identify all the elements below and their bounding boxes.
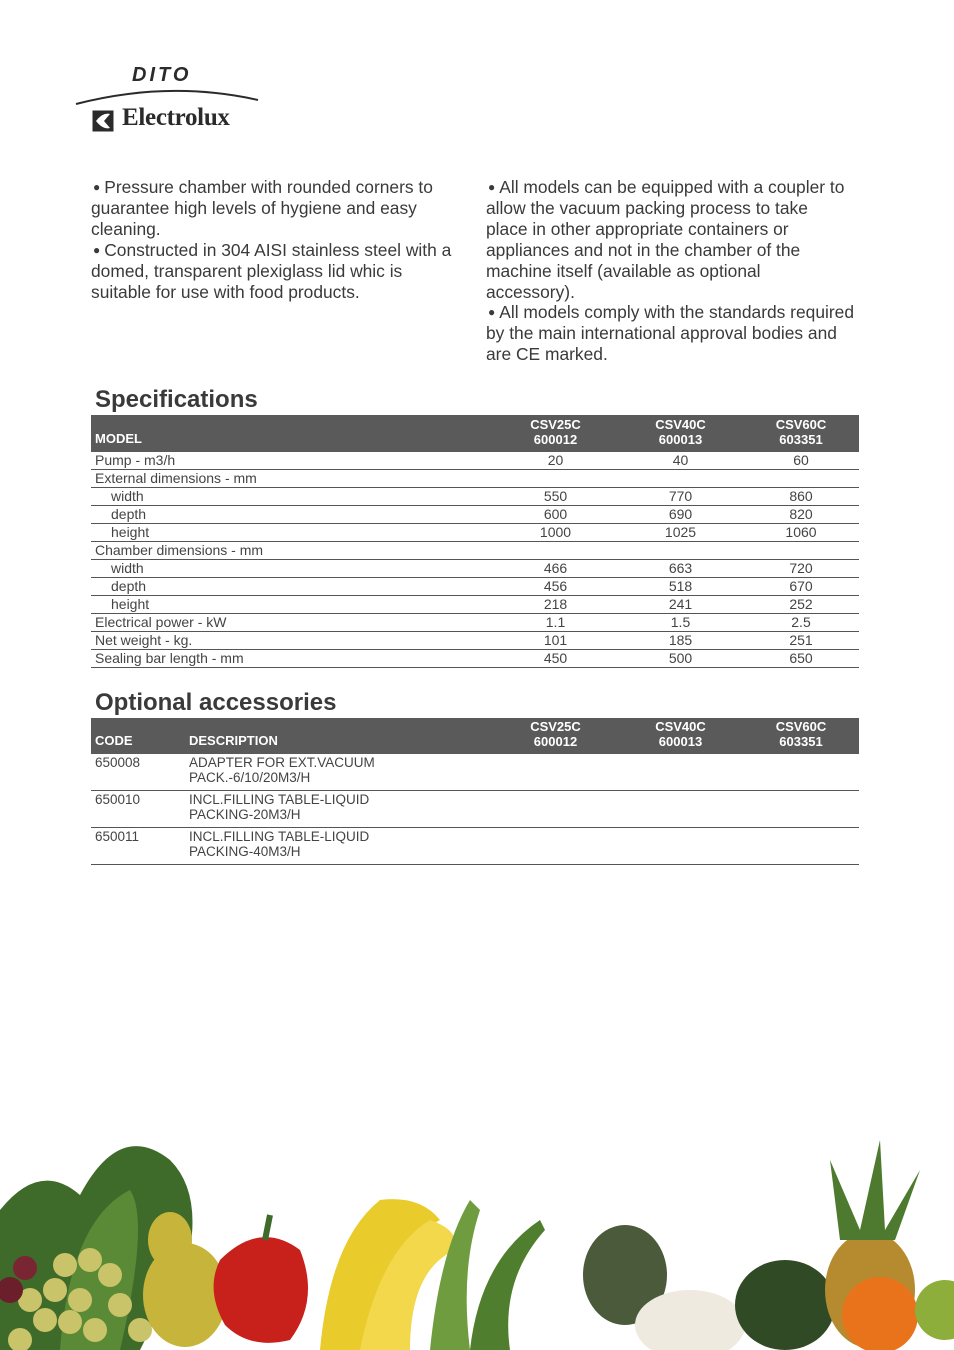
model-column-header: CSV40C 600013: [655, 719, 706, 749]
description-header: DESCRIPTION: [189, 733, 278, 748]
table-row: Pump - m3/h 20 40 60: [91, 452, 859, 470]
model-column-header: CSV40C 600013: [655, 417, 706, 447]
table-header-row: [91, 718, 859, 754]
table-row: height 218 241 252: [91, 596, 859, 614]
model-column-header: CSV25C 600012: [530, 719, 581, 749]
feature-item: ● Pressure chamber with rounded corners to guarantee high levels of hygiene and easy cleaning.: [91, 177, 433, 239]
table-row: depth 456 518 670: [91, 578, 859, 596]
model-column-header: CSV60C 603351: [775, 719, 827, 749]
table-row: External dimensions - mm: [91, 470, 859, 488]
table-row: Chamber dimensions - mm: [91, 542, 859, 560]
dito-logo-text: DITO: [132, 64, 192, 86]
table-header-row: [91, 415, 859, 452]
table-row: 650010 INCL.FILLING TABLE-LIQUID PACKING-20M3/H: [91, 791, 859, 828]
logo-arc-icon: [74, 86, 264, 106]
table-row: height 1000 1025 1060: [91, 524, 859, 542]
table-row: width 550 770 860: [91, 488, 859, 506]
model-header: MODEL: [95, 431, 142, 446]
feature-item: ● All models comply with the standards required by the main international approval bodies and are CE marked.: [486, 302, 854, 365]
code-header: CODE: [95, 733, 133, 748]
table-row: 650008 ADAPTER FOR EXT.VACUUM PACK.-6/10/20M3/H: [91, 754, 859, 791]
table-row: 650011 INCL.FILLING TABLE-LIQUID PACKING-40M3/H: [91, 828, 859, 865]
electrolux-mark-icon: [92, 110, 114, 132]
accessories-table: [91, 718, 859, 865]
vegetables-fruit-image: [0, 1100, 954, 1350]
specifications-table: [91, 415, 859, 668]
features-right: [486, 177, 854, 365]
table-row: width 466 663 720: [91, 560, 859, 578]
specifications-title: Specifications: [95, 386, 258, 413]
table-row: depth 600 690 820: [91, 506, 859, 524]
features-left: [91, 177, 459, 302]
table-row: Sealing bar length - mm 450 500 650: [91, 650, 859, 668]
table-row: Electrical power - kW 1.1 1.5 2.5: [91, 614, 859, 632]
model-column-header: CSV60C 603351: [775, 417, 827, 447]
electrolux-logo-text: Electrolux: [122, 104, 230, 131]
accessories-title: Optional accessories: [95, 689, 337, 716]
model-column-header: CSV25C 600012: [530, 417, 581, 447]
table-row: Net weight - kg. 101 185 251: [91, 632, 859, 650]
feature-item: ● Constructed in 304 AISI stainless steel with a domed, transparent plexiglass lid whic is suitable for use with food products.: [91, 239, 452, 302]
brand-logo: [74, 64, 264, 134]
feature-item: ● All models can be equipped with a coupler to allow the vacuum packing process to take place in other appropriate containers or appliances and not in the chamber of the machine itself (available as optional accessory).: [486, 177, 845, 302]
